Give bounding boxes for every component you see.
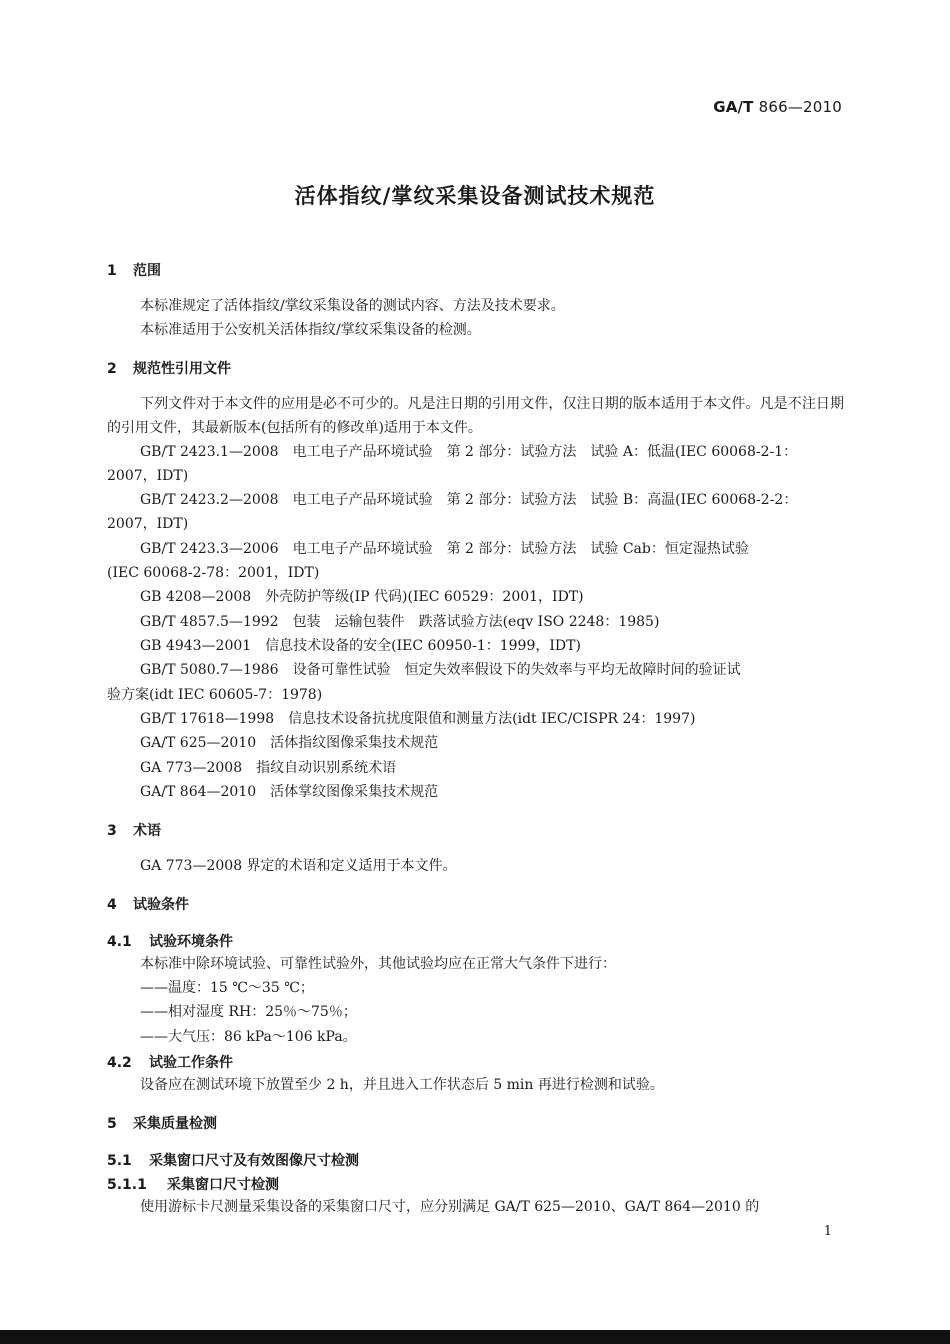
paragraph: 本标准中除环境试验、可靠性试验外，其他试验均应在正常大气条件下进行： [140, 956, 616, 972]
section-number: 4.1 [107, 934, 132, 950]
paragraph: 本标准规定了活体指纹/掌纹采集设备的测试内容、方法及技术要求。 [140, 298, 565, 314]
section-title: 规范性引用文件 [133, 361, 231, 377]
section-number: 5 [107, 1116, 117, 1132]
reference-item: GA 773—2008 指纹自动识别系统术语 [140, 760, 397, 776]
reference-item: GB/T 2423.1—2008 电工电子产品环境试验 第 2 部分：试验方法 试验 A：低温(IEC 60068-2-1： [140, 444, 798, 460]
paragraph: GA 773—2008 界定的术语和定义适用于本文件。 [140, 858, 457, 874]
list-item: ——相对湿度 RH：25％～75％； [140, 1004, 357, 1020]
reference-item: GB 4943—2001 信息技术设备的安全(IEC 60950-1：1999，IDT) [140, 638, 581, 654]
paragraph: 本标准适用于公安机关活体指纹/掌纹采集设备的检测。 [140, 322, 481, 338]
section-title: 采集质量检测 [133, 1116, 217, 1132]
section-3-heading [107, 820, 161, 840]
reference-item: GB/T 5080.7—1986 设备可靠性试验 恒定失效率假设下的失效率与平均无故障时间的验证试 [140, 662, 741, 678]
scan-edge-bar [0, 1330, 950, 1344]
paragraph: 设备应在测试环境下放置至少 2 h，并且进入工作状态后 5 min 再进行检测和试验。 [140, 1077, 664, 1093]
reference-item: GB/T 17618—1998 信息技术设备抗扰度限值和测量方法(idt IEC/CISPR 24：1997) [140, 711, 696, 727]
reference-item-continued: 2007，IDT) [107, 468, 189, 484]
reference-item: GB/T 2423.2—2008 电工电子产品环境试验 第 2 部分：试验方法 试验 B：高温(IEC 60068-2-2： [140, 492, 798, 508]
page-number: 1 [823, 1224, 832, 1239]
standard-number: 866—2010 [758, 98, 842, 116]
reference-item-continued: (IEC 60068-2-78：2001，IDT) [107, 565, 320, 581]
list-item: ——大气压：86 kPa～106 kPa。 [140, 1029, 357, 1045]
reference-item-continued: 验方案(idt IEC 60605-7：1978) [107, 687, 323, 703]
section-4-heading [107, 894, 189, 914]
section-title: 术语 [133, 823, 161, 839]
section-number: 1 [107, 263, 117, 279]
section-title: 试验环境条件 [149, 934, 233, 950]
section-number: 4.2 [107, 1055, 132, 1071]
section-number: 5.1 [107, 1153, 132, 1169]
section-number: 3 [107, 823, 117, 839]
section-1-heading [107, 260, 161, 280]
reference-item: GA/T 864—2010 活体掌纹图像采集技术规范 [140, 784, 439, 800]
reference-item: GB/T 4857.5—1992 包装 运输包装件 跌落试验方法(eqv ISO 2248：1985) [140, 614, 660, 630]
section-title: 采集窗口尺寸及有效图像尺寸检测 [149, 1153, 359, 1169]
section-title: 采集窗口尺寸检测 [167, 1177, 279, 1193]
section-2-heading [107, 358, 231, 378]
reference-item: GB 4208—2008 外壳防护等级(IP 代码)(IEC 60529：2001，IDT) [140, 589, 584, 605]
standard-prefix: GA/T [713, 98, 754, 116]
list-item: ——温度：15 ℃～35 ℃； [140, 980, 314, 996]
paragraph: 使用游标卡尺测量采集设备的采集窗口尺寸，应分别满足 GA/T 625—2010、GA/T 864—2010 的 [140, 1199, 760, 1215]
reference-item-continued: 2007，IDT) [107, 516, 189, 532]
intro-paragraph: 下列文件对于本文件的应用是必不可少的。凡是注日期的引用文件，仅注日期的版本适用于本文件。凡是不注日期的引用文件，其最新版本(包括所有的修改单)适用于本文件。 [107, 396, 844, 436]
subsection-5-1-1-heading [107, 1174, 279, 1194]
reference-item: GA/T 625—2010 活体指纹图像采集技术规范 [140, 735, 439, 751]
section-title: 试验工作条件 [149, 1055, 233, 1071]
section-title: 范围 [133, 263, 161, 279]
section-number: 2 [107, 361, 117, 377]
subsection-5-1-heading [107, 1150, 359, 1170]
section-5-heading [107, 1113, 217, 1133]
document-title: 活体指纹/掌纹采集设备测试技术规范 [294, 184, 656, 208]
section-title: 试验条件 [133, 897, 189, 913]
subsection-4-1-heading [107, 931, 233, 951]
section-number: 4 [107, 897, 117, 913]
reference-item: GB/T 2423.3—2006 电工电子产品环境试验 第 2 部分：试验方法 试验 Cab：恒定湿热试验 [140, 541, 749, 557]
subsection-4-2-heading [107, 1052, 233, 1072]
standard-identifier [713, 98, 842, 116]
section-number: 5.1.1 [107, 1177, 147, 1193]
